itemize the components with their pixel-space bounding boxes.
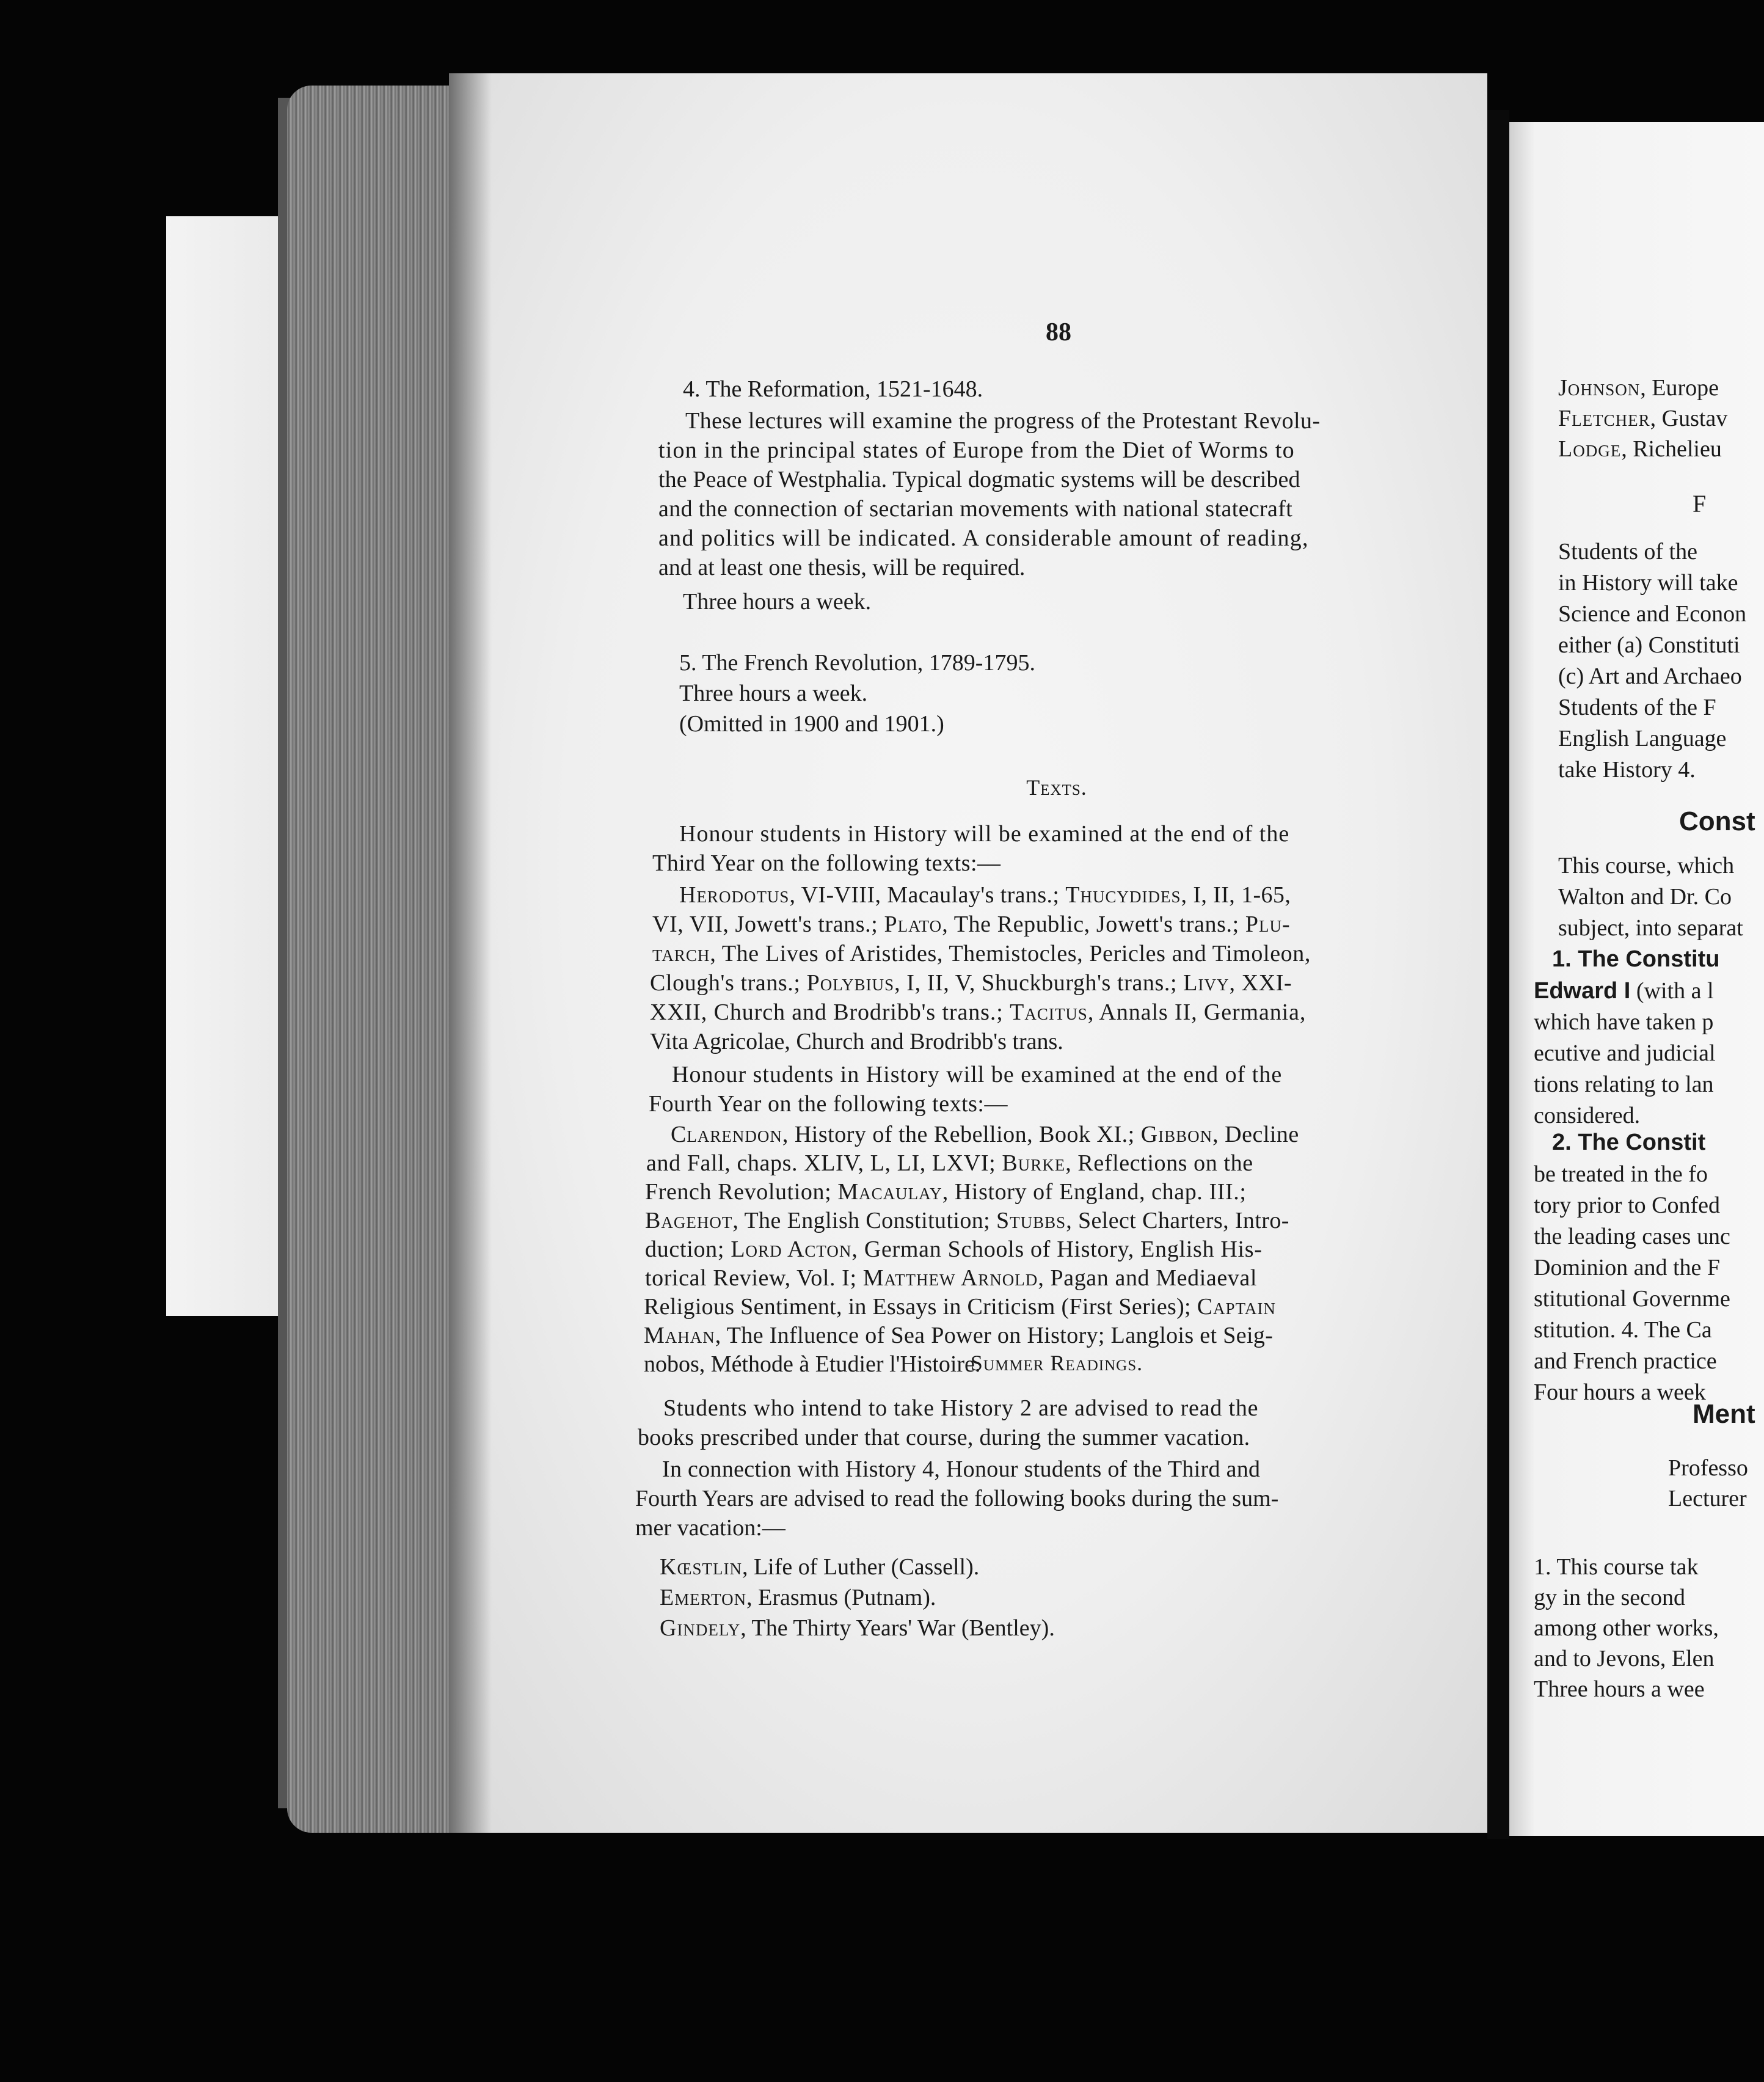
text-line: take History 4. xyxy=(1558,757,1696,783)
text-line: Science and Econon xyxy=(1558,601,1747,627)
book-title: , Life of Luther (Cassell). xyxy=(742,1554,980,1580)
author-name: Livy xyxy=(1183,970,1230,996)
page-number: 88 xyxy=(1046,318,1071,346)
text-line: English Language xyxy=(1558,726,1727,751)
author-name: Clarendon xyxy=(671,1122,782,1147)
author-name: Tacitus xyxy=(1010,999,1088,1025)
text-run: , Reflections on the xyxy=(1065,1150,1253,1176)
author-name: Lord Acton xyxy=(731,1236,852,1262)
paragraph-line: Honour students in History will be examined at the end of the xyxy=(672,1062,1283,1087)
text-run: , Europe xyxy=(1640,375,1719,401)
text-line: Walton and Dr. Co xyxy=(1558,884,1732,910)
book-fore-edge xyxy=(287,86,458,1833)
left-page-edge-flap xyxy=(166,216,288,1316)
constitutional-item-1-lead: 1. The Constitu xyxy=(1552,946,1720,972)
text-run: , Pagan and Mediaeval xyxy=(1038,1265,1258,1291)
paragraph-line: In connection with History 4, Honour students of the Third and xyxy=(662,1456,1261,1482)
reformation-hours: Three hours a week. xyxy=(683,589,872,615)
text-line: and French practice xyxy=(1534,1348,1717,1374)
text-run: , Select Charters, Intro- xyxy=(1066,1208,1289,1233)
text-run: , Gustav xyxy=(1650,406,1728,431)
author-name: Herodotus xyxy=(679,882,790,908)
text-line xyxy=(644,1320,1273,1351)
text-line xyxy=(650,997,1306,1028)
text-line: Students of the F xyxy=(1558,695,1716,720)
book-title: , Erasmus (Putnam). xyxy=(746,1585,936,1610)
author-name: Fletcher xyxy=(1558,406,1650,431)
text-run: XXII, Church and Brodribb's trans.; xyxy=(650,999,1010,1025)
book-author: Emerton xyxy=(660,1585,747,1610)
book-gutter xyxy=(1487,110,1509,1839)
author-name: Johnson xyxy=(1558,375,1641,401)
text-line: Three hours a wee xyxy=(1534,1676,1705,1702)
text-run: , I, II, 1-65, xyxy=(1181,882,1291,908)
text-run: , Richelieu xyxy=(1621,436,1722,462)
author-name: tarch xyxy=(652,941,710,966)
text-run: VI, VII, Jowett's trans.; xyxy=(652,911,884,937)
author-name: Burke xyxy=(1002,1150,1066,1176)
text-line xyxy=(645,1177,1247,1207)
summer-book-item xyxy=(660,1552,979,1582)
text-run: , The Lives of Aristides, Themistocles, Pericles and Timoleon, xyxy=(710,941,1311,966)
text-line: (c) Art and Archaeo xyxy=(1558,663,1742,689)
french-revolution-heading: 5. The French Revolution, 1789-1795. xyxy=(679,650,1035,676)
text-line: Professo xyxy=(1668,1455,1748,1481)
constitutional-item-2-lead: 2. The Constit xyxy=(1552,1130,1706,1155)
text-run: French Revolution; xyxy=(645,1179,838,1205)
paragraph-line: Fourth Years are advised to read the following books during the sum- xyxy=(635,1486,1279,1511)
text-run: and Fall, chaps. XLIV, L, LI, LXVI; xyxy=(646,1150,1002,1176)
author-name: Plu- xyxy=(1245,911,1291,937)
text-line: considered. xyxy=(1534,1103,1641,1128)
text-line xyxy=(1558,403,1727,434)
text-line: 1. This course tak xyxy=(1534,1554,1699,1580)
texts-heading: Texts. xyxy=(1026,775,1087,800)
constitutional-heading: Const xyxy=(1679,806,1755,836)
text-run: , The English Constitution; xyxy=(732,1208,997,1233)
text-line: subject, into separat xyxy=(1558,915,1743,941)
author-name: Matthew Arnold xyxy=(862,1265,1038,1291)
book-title: , The Thirty Years' War (Bentley). xyxy=(740,1615,1055,1641)
text-line: tory prior to Confed xyxy=(1534,1193,1721,1218)
paragraph-line: and the connection of sectarian movements with national statecraft xyxy=(658,496,1293,522)
text-line xyxy=(645,1263,1257,1293)
text-run: , I, II, V, Shuckburgh's trans.; xyxy=(894,970,1184,996)
paragraph-line: These lectures will examine the progress of the Protestant Revolu- xyxy=(685,408,1321,434)
summer-book-item xyxy=(660,1613,1055,1643)
text-line: Students of the xyxy=(1558,539,1697,564)
text-line: among other works, xyxy=(1534,1615,1719,1641)
text-line xyxy=(652,938,1311,969)
text-run: , XXI- xyxy=(1229,970,1292,996)
author-name: Macaulay xyxy=(837,1179,942,1205)
paragraph-line: and politics will be indicated. A considerable amount of reading, xyxy=(658,525,1309,551)
text-line: stitutional Governme xyxy=(1534,1286,1730,1312)
text-run: Clough's trans.; xyxy=(650,970,807,996)
author-name: Bagehot xyxy=(645,1208,733,1233)
paragraph-line: tion in the principal states of Europe from the Diet of Worms to xyxy=(658,437,1295,463)
text-line xyxy=(650,968,1292,998)
text-line: in History will take xyxy=(1558,570,1738,596)
paragraph-line: Students who intend to take History 2 are advised to read the xyxy=(663,1395,1259,1421)
right-section-fragment: F xyxy=(1693,490,1707,517)
text-run: Vita Agricolae, Church and Brodribb's trans. xyxy=(650,1029,1063,1054)
author-name: Polybius xyxy=(806,970,895,996)
text-line xyxy=(1558,373,1719,403)
text-line: Lecturer xyxy=(1668,1486,1747,1511)
paragraph-line: books prescribed under that course, during the summer vacation. xyxy=(638,1425,1250,1450)
text-run: Religious Sentiment, in Essays in Criticism (First Series); xyxy=(644,1294,1197,1320)
mental-heading: Ment xyxy=(1693,1399,1755,1429)
text-line: which have taken p xyxy=(1534,1009,1714,1035)
text-run: duction; xyxy=(645,1236,731,1262)
right-page xyxy=(1509,122,1764,1836)
french-revolution-note: (Omitted in 1900 and 1901.) xyxy=(679,711,944,737)
text-line: tions relating to lan xyxy=(1534,1072,1714,1097)
text-line xyxy=(646,1148,1253,1178)
paragraph-line: the Peace of Westphalia. Typical dogmatic systems will be described xyxy=(658,467,1300,492)
text-run: , The Influence of Sea Power on History; Langlois et Seig- xyxy=(715,1323,1274,1348)
text-run: , Annals II, Germania, xyxy=(1087,999,1307,1025)
paragraph-line: and at least one thesis, will be required. xyxy=(658,555,1026,580)
summer-book-item xyxy=(660,1582,936,1613)
book-author: Gindely xyxy=(660,1615,741,1641)
text-line xyxy=(679,880,1291,910)
text-line: This course, which xyxy=(1558,853,1735,878)
text-line: ecutive and judicial xyxy=(1534,1040,1716,1066)
author-name: Captain xyxy=(1197,1294,1276,1320)
text-line: Edward I (with a l xyxy=(1534,978,1714,1004)
author-name: Gibbon xyxy=(1140,1122,1213,1147)
text-line: the leading cases unc xyxy=(1534,1224,1730,1249)
book-author: Kœstlin xyxy=(660,1554,742,1580)
text-line: either (a) Constituti xyxy=(1558,632,1740,658)
author-name: Lodge xyxy=(1558,436,1622,462)
text-line xyxy=(645,1234,1263,1265)
french-revolution-hours: Three hours a week. xyxy=(679,681,868,706)
text-run: , History of the Rebellion, Book XI.; xyxy=(782,1122,1141,1147)
text-line: be treated in the fo xyxy=(1534,1161,1708,1187)
summer-readings-heading: Summer Readings. xyxy=(970,1351,1143,1375)
text-line xyxy=(652,909,1291,940)
text-line xyxy=(650,1026,1063,1057)
text-line xyxy=(644,1291,1276,1322)
paragraph-line: Honour students in History will be examined at the end of the xyxy=(679,821,1290,847)
text-line xyxy=(671,1119,1299,1150)
text-run: , History of England, chap. III.; xyxy=(942,1179,1247,1205)
text-run: , Decline xyxy=(1212,1122,1299,1147)
text-line xyxy=(1558,434,1722,464)
reformation-heading: 4. The Reformation, 1521-1648. xyxy=(683,376,983,402)
text-run: torical Review, Vol. I; xyxy=(645,1265,863,1291)
text-run: nobos, Méthode à Etudier l'Histoire. xyxy=(644,1351,981,1377)
text-line: stitution. 4. The Ca xyxy=(1534,1317,1712,1343)
text-line xyxy=(645,1205,1289,1236)
paragraph-line: Third Year on the following texts:— xyxy=(652,850,1001,876)
left-page-shadow xyxy=(449,73,492,1833)
text-line: gy in the second xyxy=(1534,1585,1686,1610)
paragraph-line: mer vacation:— xyxy=(635,1515,785,1541)
text-line: Four hours a week xyxy=(1534,1379,1706,1405)
author-name: Stubbs xyxy=(996,1208,1066,1233)
text-line: and to Jevons, Elen xyxy=(1534,1646,1715,1671)
text-line: Dominion and the F xyxy=(1534,1255,1721,1280)
author-name: Thucydides xyxy=(1065,882,1181,908)
text-run: , VI-VIII, Macaulay's trans.; xyxy=(789,882,1066,908)
text-run: , German Schools of History, English His- xyxy=(851,1236,1263,1262)
author-name: Mahan xyxy=(644,1323,715,1348)
author-name: Plato xyxy=(884,911,942,937)
paragraph-line: Fourth Year on the following texts:— xyxy=(649,1091,1008,1117)
text-run: , The Republic, Jowett's trans.; xyxy=(942,911,1245,937)
